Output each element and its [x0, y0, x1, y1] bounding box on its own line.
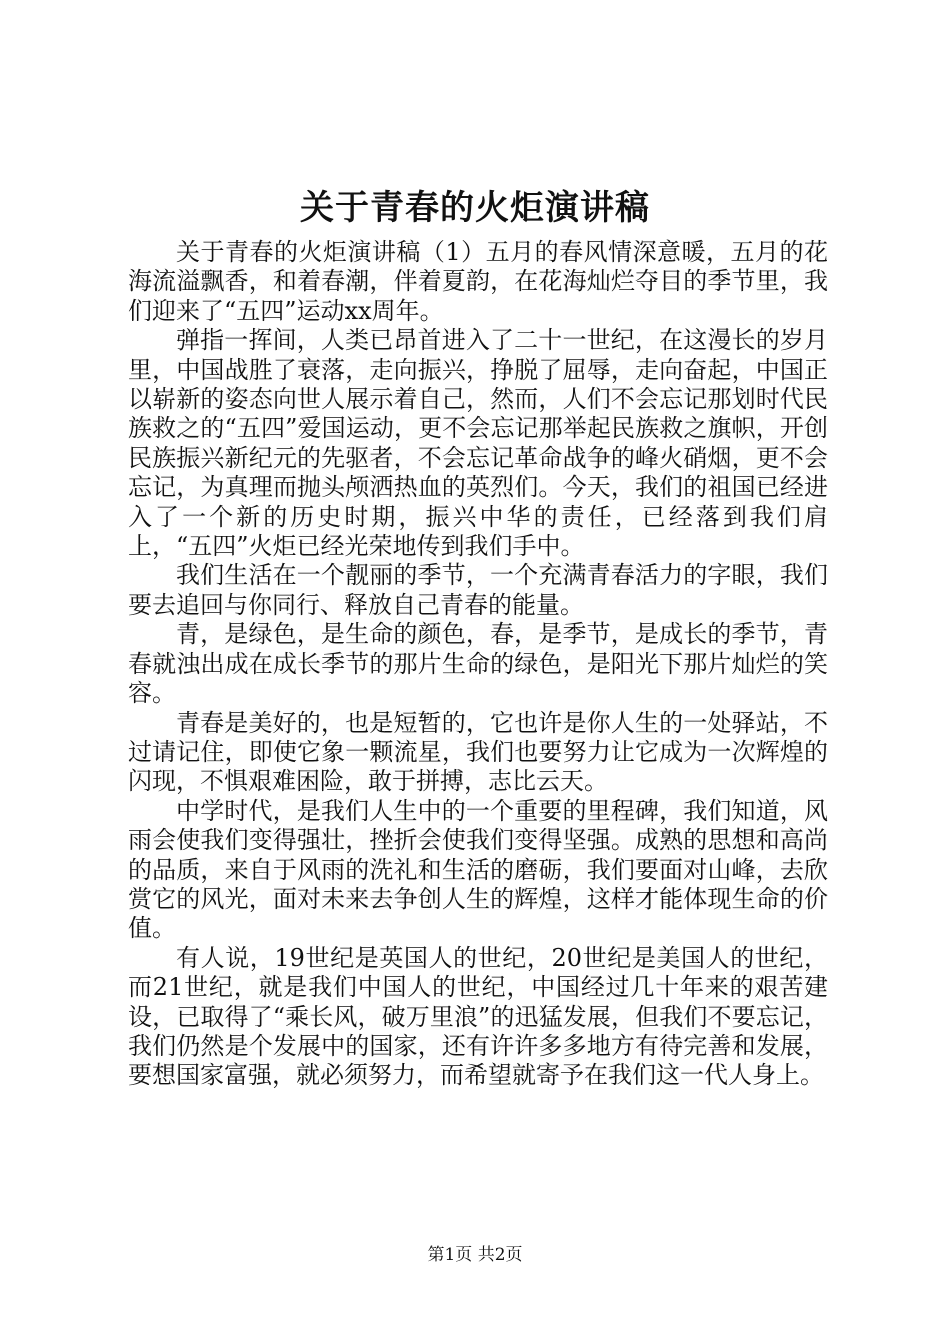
paragraph-4: 青，是绿色，是生命的颜色，春，是季节，是成长的季节，青春就浊出成在成长季节的那片生命的绿色，是阳光下那片灿烂的笑容。 [128, 620, 828, 708]
paragraph-1: 关于青春的火炬演讲稿（1）五月的春风情深意暖，五月的花海流溢飘香，和着春潮，伴着夏韵，在花海灿烂夺目的季节里，我们迎来了“五四”运动xx周年。 [128, 238, 828, 325]
document-body [128, 238, 828, 1091]
paragraph-2: 弹指一挥间，人类已昂首进入了二十一世纪，在这漫长的岁月里，中国战胜了衰落，走向振兴，挣脱了屈辱，走向奋起，中国正以崭新的姿态向世人展示着自己，然而，人们不会忘记那划时代民族救之的“五四”爱国运动，更不会忘记那举起民族救之旗帜，开创民族振兴新纪元的先驱者，不会忘记革命战争的峰火硝烟，更不会忘记，为真理而抛头颅洒热血的英烈们。今天，我们的祖国已经进入了一个新的历史时期，振兴中华的责任，已经落到我们肩上，“五四”火炬已经光荣地传到我们手中。 [128, 326, 828, 561]
page-number-footer: 第1页 共2页 [427, 1245, 523, 1265]
paragraph-5: 青春是美好的，也是短暂的，它也许是你人生的一处驿站，不过请记住，即使它象一颗流星，我们也要努力让它成为一次辉煌的闪现，不惧艰难困险，敢于拼搏，志比云天。 [128, 708, 828, 796]
paragraph-3: 我们生活在一个靓丽的季节，一个充满青春活力的字眼，我们要去追回与你同行、释放自己青春的能量。 [128, 561, 828, 619]
document-title: 关于青春的火炬演讲稿 [300, 188, 650, 228]
paragraph-7: 有人说，19世纪是英国人的世纪，20世纪是美国人的世纪，而21世纪，就是我们中国人的世纪，中国经过几十年来的艰苦建设，已取得了“乘长风，破万里浪”的迅猛发展，但我们不要忘记，我们仍然是个发展中的国家，还有许许多多地方有待完善和发展，要想国家富强，就必须努力，而希望就寄予在我们这一代人身上。 [128, 943, 828, 1090]
paragraph-6: 中学时代，是我们人生中的一个重要的里程碑，我们知道，风雨会使我们变得强壮，挫折会使我们变得坚强。成熟的思想和高尚的品质，来自于风雨的洗礼和生活的磨砺，我们要面对山峰，去欣赏它的风光，面对未来去争创人生的辉煌，这样才能体现生命的价值。 [128, 796, 828, 943]
